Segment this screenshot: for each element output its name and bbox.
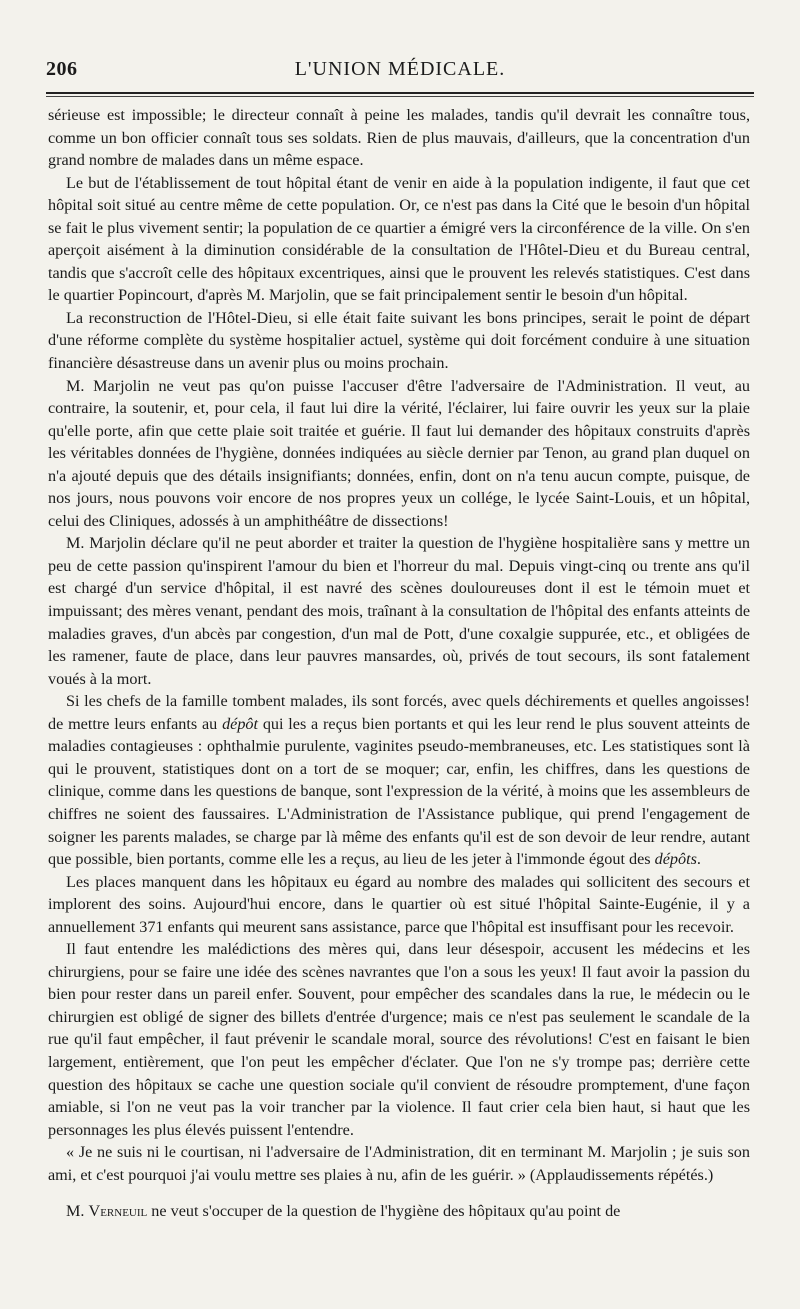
paragraph-6-part-3: . <box>696 850 701 869</box>
paragraph-6-part-1: Si les chefs de la famille tombent malades, ils sont forcés, avec quels déchirements et quelles angoisses! de mettre leurs enfants au <box>48 692 750 733</box>
paragraph-1: sérieuse est impossible; le directeur connaît à peine les malades, tandis qu'il devrait les connaître tous, comme un bon officier connaît tous ses soldats. Rien de plus mauvais, d'ailleurs, que la concentration d'un grand nombre de malades dans un même espace. <box>48 106 750 170</box>
speaker-prefix: M. <box>66 1202 89 1221</box>
paragraph-10 <box>48 1200 750 1223</box>
page-number: 206 <box>46 58 78 80</box>
paragraph-3: La reconstruction de l'Hôtel-Dieu, si elle était faite suivant les bons principes, serait le point de départ d'une réforme complète du système hospitalier actuel, système qui doit forcément conduire à une situation financière désastreuse dans un avenir plus ou moins prochain. <box>48 308 750 373</box>
speaker-name: Verneuil <box>88 1202 148 1221</box>
paragraph-5: M. Marjolin déclare qu'il ne peut aborder et traiter la question de l'hygiène hospitalière sans y mettre un peu de cette passion qu'inspirent l'amour du bien et l'horreur du mal. Depuis vingt-cinq ou trente ans qu'il est chargé d'un service d'hôpital, il est navré des scènes douloureuses dont il est le témoin muet et impuissant; des mères venant, pendant des mois, traînant à la consultation de l'hôpital des enfants atteints de maladies graves, d'un abcès par congestion, d'un mal de Pott, d'une coxalgie suppurée, etc., et obligées de les ramener, faute de place, dans leur pauvres mansardes, où, privés de tout secours, ils sont fatalement voués à la mort. <box>48 534 750 688</box>
paragraph-9: « Je ne suis ni le courtisan, ni l'adversaire de l'Administration, dit en terminant M. Marjolin ; je suis son ami, et c'est pourquoi j'ai voulu mettre ses plaies à nu, afin de les guérir. » (Applaudissements répétés.) <box>48 1143 750 1184</box>
paragraph-7: Les places manquent dans les hôpitaux eu égard au nombre des malades qui sollicitent des secours et implorent des soins. Aujourd'hui encore, dans le quartier où est situé l'hôpital Sainte-Eugénie, il y a annuellement 371 enfants qui meurent sans assistance, parce que l'hôpital est insuffisant pour les recevoir. <box>48 872 750 936</box>
emphasis-depot: dépôt <box>222 714 259 733</box>
paragraph-2: Le but de l'établissement de tout hôpital étant de venir en aide à la population indigente, il faut que cet hôpital soit situé au centre même de cette population. Or, ce n'est pas dans la Cité que le besoin d'un hôpital se fait le plus vivement sentir; la population de ce quartier a émigré vers la circonférence de la ville. On s'en aperçoit aisément à la diminution considérable de la consultation de l'Hôtel-Dieu et du Bureau central, tandis que s'accroît celle des hôpitaux excentriques, ainsi que le prouvent les relevés statistiques. C'est dans le quartier Popincourt, d'après M. Marjolin, que se fait principalement sentir le besoin d'un hôpital. <box>48 173 750 305</box>
paragraph-6-part-2: qui les a reçus bien portants et qui les leur rend le plus souvent atteints de maladies contagieuses : ophthalmie purulente, vaginites pseudo-membraneuses, etc. Les statistiques sont là qui le prouvent, statistiques dont on a tort de se moquer; car, enfin, les chiffres, dans les questions de clinique, comme dans les questions de banque, sont l'expression de la vérité, à moins que les assembleurs de chiffres ne soient des faussaires. L'Administration de l'Assistance publique, qui prend l'engagement de soigner les parents malades, se charge par là même des enfants qu'il est de son devoir de leur rendre, autant que possible, bien portants, comme elle les a reçus, au lieu de les jeter à l'immonde égout des <box>48 714 750 869</box>
header-rule-thin <box>46 96 754 97</box>
paragraph-6 <box>48 690 750 870</box>
body-text <box>48 104 750 1223</box>
running-title: L'UNION MÉDICALE. <box>294 58 506 80</box>
header-rule <box>46 92 754 94</box>
emphasis-depots: dépôts <box>654 850 697 869</box>
paragraph-10-text: ne veut s'occuper de la question de l'hygiène des hôpitaux qu'au point de <box>147 1202 621 1221</box>
page-header <box>46 58 754 88</box>
paragraph-4: M. Marjolin ne veut pas qu'on puisse l'accuser d'être l'adversaire de l'Administration. Il veut, au contraire, la soutenir, et, pour cela, il faut lui dire la vérité, l'éclairer, lui faire ouvrir les yeux sur la plaie qu'elle porte, afin que cette plaie soit traitée et guérie. Il faut lui demander des hôpitaux construits d'après les véritables données de l'hygiène, données indiquées au siècle dernier par Tenon, au grand plan duquel on n'a ajouté depuis que des détails insignifiants; données, enfin, dont on n'a tenu aucun compte, puisque, de nos jours, nous pouvons voir encore de nos propres yeux un collége, le lycée Saint-Louis, et un hôpital, celui des Cliniques, adossés à un amphithéâtre de dissections! <box>48 376 750 530</box>
paragraph-8: Il faut entendre les malédictions des mères qui, dans leur désespoir, accusent les médecins et les chirurgiens, pour se faire une idée des scènes navrantes que l'on a sous les yeux! Il faut avoir la passion du bien pour rester dans un pareil enfer. Souvent, pour empêcher des scandales dans la rue, le médecin ou le chirurgien est obligé de signer des billets d'entrée d'urgence; mais ce n'est pas seulement le scandale de la rue qu'il faut empêcher, il faut prévenir le scandale moral, source des révolutions! C'est en faisant le bien largement, entièrement, que l'on peut les empêcher d'éclater. Que l'on ne s'y trompe pas; derrière cette question des hôpitaux se cache une question sociale qu'il convient de résoudre promptement, d'une façon amiable, si l'on ne veut pas la voir trancher par la violence. Il faut crier cela bien haut, si haut que les personnages les plus élevés puissent l'entendre. <box>48 940 750 1139</box>
